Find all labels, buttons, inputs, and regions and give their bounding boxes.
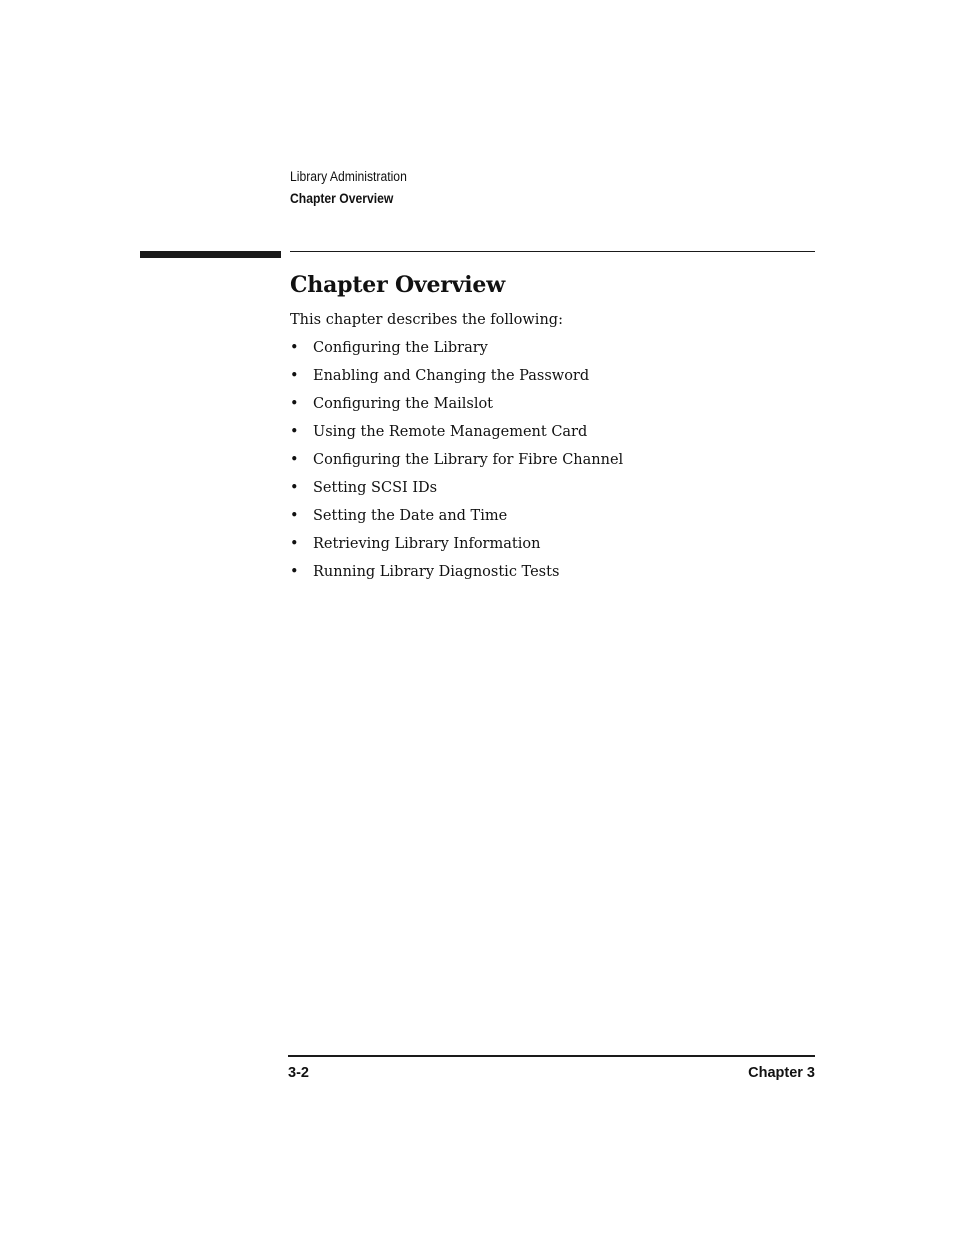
list-item-text: Configuring the Library for Fibre Channel (313, 452, 624, 468)
intro-text: This chapter describes the following: (290, 312, 563, 328)
bullet-icon: • (290, 480, 299, 496)
bullet-icon: • (290, 424, 299, 440)
running-header-section: Chapter Overview (290, 191, 394, 206)
bullet-icon: • (290, 536, 299, 552)
list-item (290, 450, 623, 478)
bullet-icon: • (290, 396, 299, 412)
list-item (290, 338, 623, 366)
page-number: 3-2 (288, 1065, 309, 1081)
footer-rule (288, 1055, 815, 1057)
chapter-rule-thin (290, 251, 815, 252)
list-item (290, 534, 623, 562)
list-item (290, 562, 623, 590)
list-item (290, 478, 623, 506)
bullet-icon: • (290, 564, 299, 580)
list-item (290, 422, 623, 450)
list-item (290, 394, 623, 422)
running-header-chapter: Library Administration (290, 169, 407, 184)
list-item-text: Running Library Diagnostic Tests (313, 564, 560, 580)
list-item (290, 506, 623, 534)
topic-list (290, 338, 623, 590)
footer-chapter-label: Chapter 3 (748, 1065, 815, 1081)
bullet-icon: • (290, 368, 299, 384)
list-item-text: Configuring the Mailslot (313, 396, 494, 412)
page-title: Chapter Overview (290, 272, 505, 298)
bullet-icon: • (290, 508, 299, 524)
list-item (290, 366, 623, 394)
bullet-icon: • (290, 340, 299, 356)
list-item-text: Enabling and Changing the Password (313, 368, 590, 384)
list-item-text: Setting SCSI IDs (313, 480, 438, 496)
list-item-text: Using the Remote Management Card (313, 424, 588, 440)
list-item-text: Setting the Date and Time (313, 508, 508, 524)
bullet-icon: • (290, 452, 299, 468)
chapter-rule-thick (140, 251, 281, 258)
list-item-text: Retrieving Library Information (313, 536, 541, 552)
list-item-text: Configuring the Library (313, 340, 488, 356)
running-header (290, 166, 407, 210)
